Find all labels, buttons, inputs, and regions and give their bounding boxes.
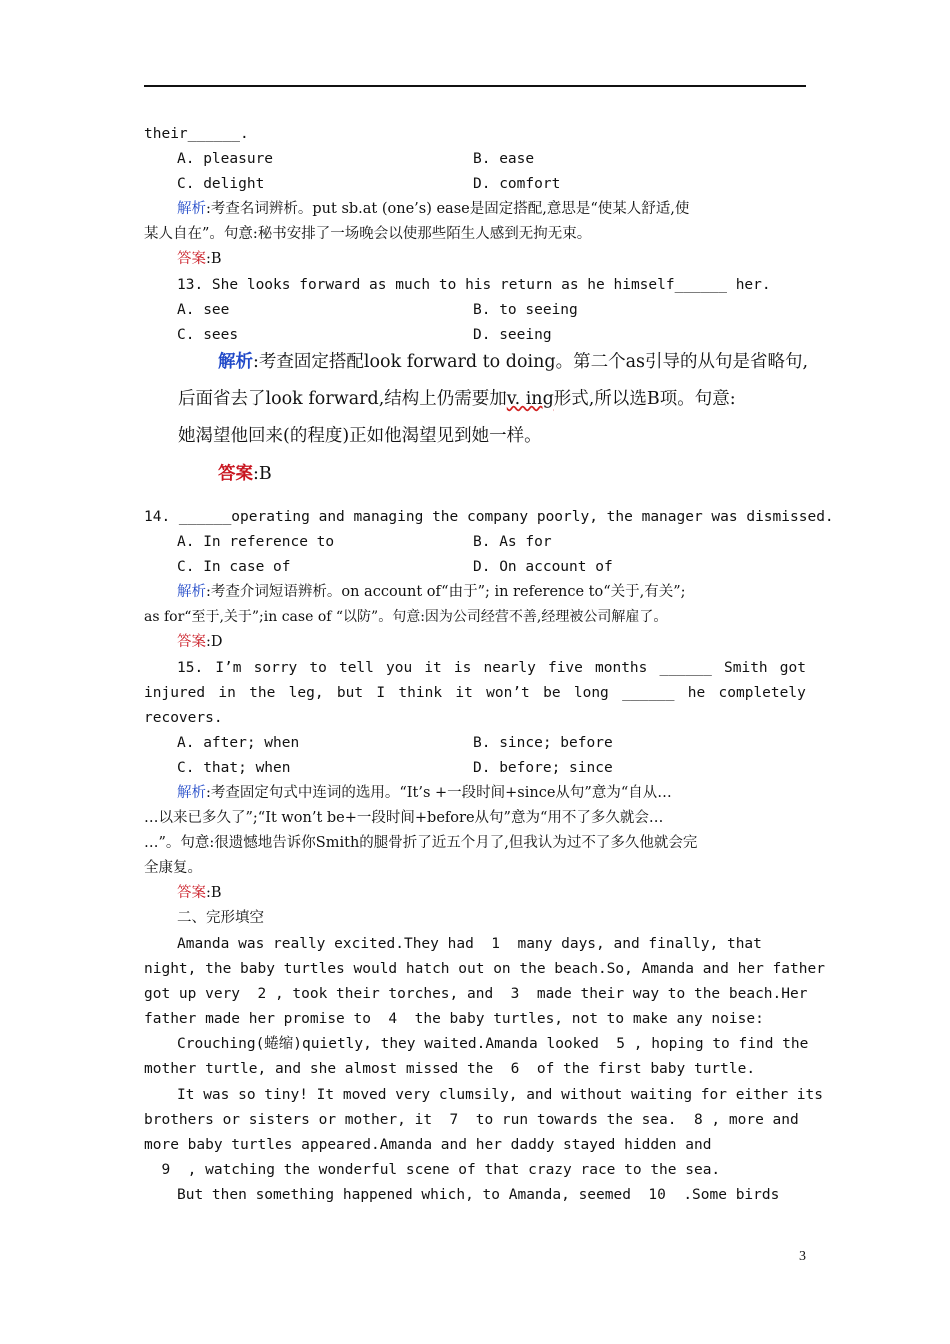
cloze-p3-line1: It was so tiny! It moved very clumsily, and without waiting for either its: [177, 1087, 824, 1103]
q14-option-a: A. In reference to: [177, 534, 335, 550]
stem-word: in: [218, 685, 236, 701]
q12-option-b: B. ease: [473, 151, 535, 167]
analysis-label: 解析: [218, 352, 253, 372]
q14-option-d: D. On account of: [473, 559, 613, 575]
q15-stem-line2: [144, 683, 806, 703]
q14-option-b: B. As for: [473, 534, 552, 550]
analysis-label: 解析: [177, 201, 206, 217]
stem-word: tell: [338, 660, 374, 676]
cloze-p4-line1: But then something happened which, to Amanda, seemed 10 .Some birds: [177, 1187, 780, 1203]
analysis-text: 后面省去了look forward,结构上仍需要加: [178, 389, 507, 409]
stem-word: ______: [622, 685, 675, 701]
q13-option-d: D. seeing: [473, 327, 552, 343]
cloze-p1-line1: Amanda was really excited.They had 1 many days, and finally, that: [177, 936, 762, 952]
analysis-label: 解析: [177, 785, 206, 801]
analysis-label: 解析: [177, 584, 206, 600]
q15-stem-line3: recovers.: [144, 710, 223, 726]
answer-label: 答案: [177, 885, 206, 901]
stem-word: to: [309, 660, 327, 676]
stem-word: months: [595, 660, 648, 676]
stem-word: Smith: [724, 660, 768, 676]
cloze-p1-line3: got up very 2 , took their torches, and 3 made their way to the beach.Her: [144, 986, 808, 1002]
q15-analysis-cont1: …以来已多久了”;“It won’t be+一段时间+before从句”意为“用不了多久就会…: [144, 810, 664, 826]
q14-answer: [177, 632, 223, 652]
q15-option-d: D. before; since: [473, 760, 613, 776]
cloze-p3-line3: more baby turtles appeared.Amanda and her daddy stayed hidden and: [144, 1137, 712, 1153]
stem-word: it: [455, 685, 473, 701]
cloze-p2-line1: Crouching(蜷缩)quietly, they waited.Amanda looked 5 , hoping to find the: [177, 1036, 809, 1052]
stem-word: is: [453, 660, 472, 676]
stem-word: long: [573, 685, 609, 701]
q12-stem: their______.: [144, 126, 249, 142]
answer-label: 答案: [177, 634, 206, 650]
q14-option-c: C. In case of: [177, 559, 291, 575]
analysis-text: :考查固定搭配look forward to doing。第二个as引导的从句是省略句,: [253, 352, 809, 372]
cloze-heading: 二、完形填空: [177, 910, 264, 926]
q13-analysis-line1: [218, 349, 808, 375]
cloze-p2-line2: mother turtle, and she almost missed the 6 of the first baby turtle.: [144, 1061, 756, 1077]
analysis-text: :考查介词短语辨析。on account of“由于”; in reference to“关于,有关”;: [206, 584, 686, 600]
q12-answer: [177, 249, 222, 269]
q12-analysis: [177, 199, 689, 219]
stem-word: you: [386, 660, 413, 676]
q12-option-c: C. delight: [177, 176, 265, 192]
stem-word: nearly: [483, 660, 536, 676]
stem-word: he: [687, 685, 706, 701]
q14-analysis: [177, 582, 686, 602]
q15-stem-line1: [177, 658, 806, 678]
stem-word: completely: [718, 685, 806, 701]
stem-word: got: [779, 660, 806, 676]
q14-stem: 14. ______operating and managing the company poorly, the manager was dismissed.: [144, 509, 834, 525]
answer-value: :D: [206, 634, 223, 650]
q14-analysis-cont: as for“至于,关于”;in case of “以防”。句意:因为公司经营不善,经理被公司解雇了。: [144, 609, 668, 625]
q12-option-a: A. pleasure: [177, 151, 274, 167]
page-number: 3: [799, 1249, 806, 1264]
stem-word: I: [376, 685, 386, 701]
q13-option-c: C. sees: [177, 327, 239, 343]
analysis-text: :考查名词辨析。put sb.at (one’s) ease是固定搭配,意思是“使某人舒适,使: [206, 201, 690, 217]
stem-word: injured: [144, 685, 206, 701]
q12-analysis-cont: 某人自在”。句意:秘书安排了一场晚会以使那些陌生人感到无拘无束。: [144, 226, 592, 242]
stem-word: but: [336, 685, 364, 701]
q15-answer: [177, 883, 222, 903]
stem-word: think: [398, 685, 443, 701]
stem-word: it: [424, 660, 442, 676]
analysis-text: :考查固定句式中连词的选用。“It’s +一段时间+since从句”意为“自从…: [206, 785, 672, 801]
analysis-term: v. ing: [506, 389, 554, 409]
stem-word: the: [249, 685, 276, 701]
q15-analysis-cont3: 全康复。: [144, 860, 202, 876]
answer-value: :B: [206, 251, 222, 267]
analysis-text: 形式,所以选B项。句意:: [553, 389, 736, 409]
cloze-p3-line2: brothers or sisters or mother, it 7 to run towards the sea. 8 , more and: [144, 1112, 799, 1128]
q12-option-d: D. comfort: [473, 176, 561, 192]
q13-option-b: B. to seeing: [473, 302, 578, 318]
q15-option-c: C. that; when: [177, 760, 291, 776]
q13-option-a: A. see: [177, 302, 230, 318]
stem-word: leg,: [288, 685, 324, 701]
stem-word: be: [543, 685, 561, 701]
stem-word: I’m: [215, 660, 242, 676]
stem-word: five: [547, 660, 583, 676]
q13-stem: 13. She looks forward as much to his return as he himself______ her.: [177, 277, 771, 293]
header-rule: [144, 85, 806, 87]
answer-value: :B: [206, 885, 222, 901]
cloze-p1-line2: night, the baby turtles would hatch out on the beach.So, Amanda and her father: [144, 961, 825, 977]
q15-option-a: A. after; when: [177, 735, 300, 751]
q15-analysis: [177, 783, 672, 803]
cloze-p1-line4: father made her promise to 4 the baby turtles, not to make any noise:: [144, 1011, 764, 1027]
stem-word: sorry: [253, 660, 298, 676]
answer-value: :B: [253, 464, 272, 484]
q13-analysis-line2: [178, 386, 736, 412]
q15-analysis-cont2: …”。句意:很遗憾地告诉你Smith的腿骨折了近五个月了,但我认为过不了多久他就会完: [144, 835, 698, 851]
cloze-p3-line4: 9 , watching the wonderful scene of that crazy race to the sea.: [144, 1162, 721, 1178]
stem-word: 15.: [177, 660, 204, 676]
answer-label: 答案: [177, 251, 206, 267]
q13-analysis-line3: 她渴望他回来(的程度)正如他渴望见到她一样。: [178, 426, 542, 446]
stem-word: ______: [659, 660, 712, 676]
q15-option-b: B. since; before: [473, 735, 613, 751]
q13-answer: [218, 461, 272, 487]
answer-label: 答案: [218, 464, 253, 484]
stem-word: won’t: [486, 685, 530, 701]
